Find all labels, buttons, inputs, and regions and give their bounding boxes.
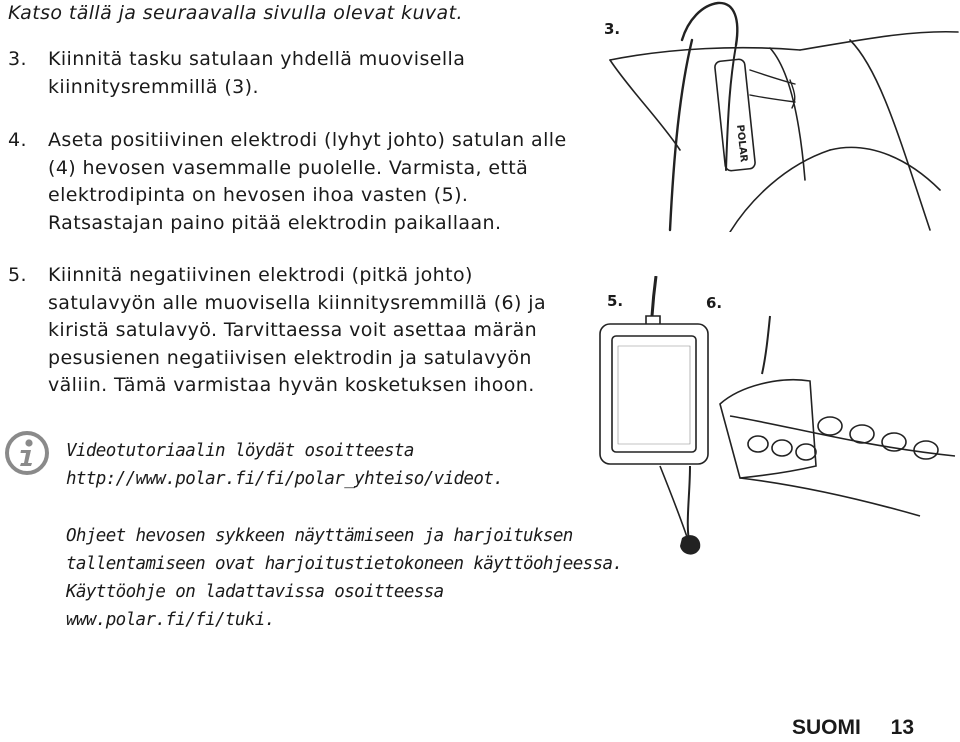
step-line: kiinnitysremmillä (3). (48, 75, 259, 98)
info-icon (4, 430, 50, 476)
step-number: 5. (8, 264, 27, 286)
intro-text: Katso tällä ja seuraavalla sivulla olevat kuvat. (8, 2, 463, 24)
step-4 (8, 127, 578, 237)
figure-3-illustration (600, 0, 960, 232)
step-line: Ratsastajan paino pitää elektrodin paikallaan. (48, 211, 502, 234)
step-line: elektrodipinta on hevosen ihoa vasten (5). (48, 184, 469, 206)
manual-note (66, 522, 626, 634)
step-line: satulavyön alle muovisella kiinnitysremmillä (6) ja (48, 291, 547, 314)
note-line: Käyttöohje on ladattavissa osoitteessa (66, 582, 444, 602)
note-link[interactable]: www.polar.fi/fi/tuki. (66, 610, 275, 630)
note-link[interactable]: http://www.polar.fi/fi/polar_yhteiso/videot. (66, 469, 504, 489)
footer-language: SUOMI (791, 716, 861, 739)
note-line: Ohjeet hevosen sykkeen näyttämiseen ja harjoituksen (66, 526, 573, 546)
step-line: Kiinnitä tasku satulaan yhdellä muovisella (48, 48, 466, 70)
note-line: Videotutoriaalin löydät osoitteesta (66, 441, 414, 461)
figure-5-label: 5. (607, 292, 624, 310)
step-line: (4) hevosen vasemmalle puolelle. Varmista, että (48, 156, 529, 179)
step-line: väliin. Tämä varmistaa hyvän kosketuksen ihoon. (48, 374, 535, 396)
step-line: Kiinnitä negatiivinen elektrodi (pitkä johto) (48, 264, 473, 286)
step-line: Aseta positiivinen elektrodi (lyhyt johto) satulan alle (48, 129, 567, 151)
page-number: 13 (890, 716, 914, 739)
step-text (48, 46, 578, 101)
step-number: 3. (8, 48, 27, 70)
page-footer (792, 716, 914, 740)
figure-5-6-illustration (590, 276, 960, 576)
video-note (66, 437, 626, 493)
note-line: tallentamiseen ovat harjoitustietokoneen käyttöohjeessa. (66, 554, 623, 574)
step-line: pesusienen negatiivisen elektrodin ja satulavyön (48, 346, 532, 369)
step-3 (8, 46, 578, 101)
figure-3-label: 3. (604, 20, 621, 38)
figure-6-label: 6. (706, 294, 723, 312)
step-text (48, 262, 578, 400)
step-line: kiristä satulavyö. Tarvittaessa voit asettaa märän (48, 319, 538, 341)
step-number: 4. (8, 129, 27, 151)
step-5 (8, 262, 578, 400)
polar-logo: POLAR (734, 124, 749, 163)
step-text (48, 127, 578, 237)
